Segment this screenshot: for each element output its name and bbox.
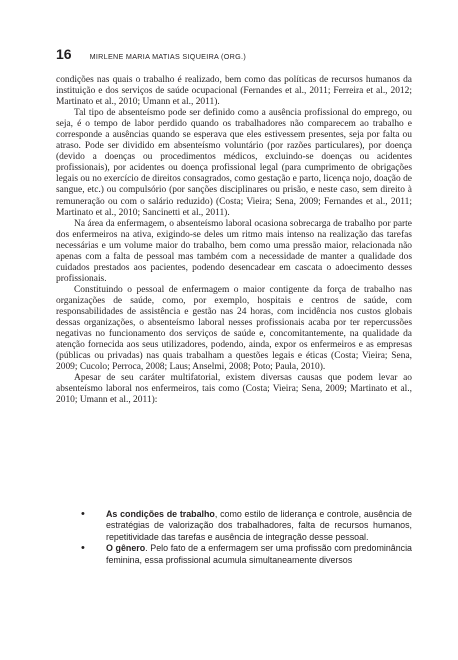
bullet-icon: • (81, 542, 85, 555)
cause-list (56, 509, 412, 566)
paragraph: Tal tipo de absenteísmo pode ser definido como a ausência profissional do emprego, ou seja, é o tempo de labor perdido quando os trabalhadores não comparecem ao trabalho e corresponde a ausências quando se esperava que eles estivessem presentes, seja por falta ou atraso. Pode ser dividido em absenteísmo voluntário (por razões particulares), por doença (devido a doenças ou procedimentos médicos, excluindo-se doenças ou acidentes profissionais), por acidentes ou doença profissional legal (para cumprimento de obrigações legais ou no exercício de direitos consagrados, como gestação e parto, licença nojo, doação de sangue, etc.) ou compulsório (por sanções disciplinares ou prisão, e neste caso, sem direito à remuneração ou com o salário reduzido) (Costa; Vieira; Sena, 2009; Fernandes et al., 2011; Martinato et al., 2010; Sancinetti et al., 2011). (56, 108, 412, 218)
list-item-label: As condições de trabalho (106, 509, 215, 519)
paragraph: Apesar de seu caráter multifatorial, existem diversas causas que podem levar ao absenteísmo laboral nos enfermeiros, tais como (Costa; Vieira; Sena, 2009; Martinato et al., 2010; Umann et al., 2011): (56, 373, 412, 406)
list-item (56, 543, 412, 566)
page-number: 16 (56, 46, 72, 62)
paragraph: Na área da enfermagem, o absenteísmo laboral ocasiona sobrecarga de trabalho por parte dos enfermeiros na ativa, exigindo-se deles um ritmo mais intenso na realização das tarefas necessárias e um volume maior do trabalho, bem como uma pressão maior, relacionada não apenas com a falta de pessoal mas também com a necessidade de manter a qualidade dos cuidados prestados aos pacientes, podendo desencadear em cascata o adoecimento desses profissionais. (56, 218, 412, 284)
bullet-icon: • (81, 508, 85, 520)
running-title: MIRLENE MARIA MATIAS SIQUEIRA (ORG.) (89, 52, 247, 61)
list-item-label: O gênero (106, 543, 146, 554)
body-text (56, 75, 412, 406)
list-item-text: . Pelo fato de a enfermagem ser uma profissão com predominância feminina, essa profissional acumula simultaneamente diversos (106, 543, 412, 565)
list-item (56, 509, 412, 543)
list-item-text: , como estilo de liderança e controle, ausência de estratégias de valorização dos trabalhadores, falta de recursos humanos, repetitividade das tarefas e ausência de integração desse pessoal. (106, 509, 412, 542)
paragraph: Constituindo o pessoal de enfermagem o maior contigente da força de trabalho nas organizações de saúde, como, por exemplo, hospitais e centros de saúde, com responsabilidades de assistência e gestão nas 24 horas, com incidência nos custos globais dessas organizações, o absenteísmo laboral nesses profissionais acaba por ter repercussões negativas no funcionamento dos serviços de saúde e, concomitantemente, na qualidade da atenção fornecida aos seus utilizadores, podendo, ainda, expor os enfermeiros e as empresas (públicas ou privadas) nas quais trabalham a questões legais e éticas (Costa; Vieira; Sena, 2009; Cucolo; Perroca, 2008; Laus; Anselmi, 2008; Poto; Paula, 2010). (56, 284, 412, 373)
page-header (56, 46, 416, 66)
paragraph: condições nas quais o trabalho é realizado, bem como das políticas de recursos humanos da instituição e dos serviços de saúde ocupacional (Fernandes et al., 2011; Ferreira et al., 2012; Martinato et al., 2010; Umann et al., 2011). (56, 75, 412, 108)
